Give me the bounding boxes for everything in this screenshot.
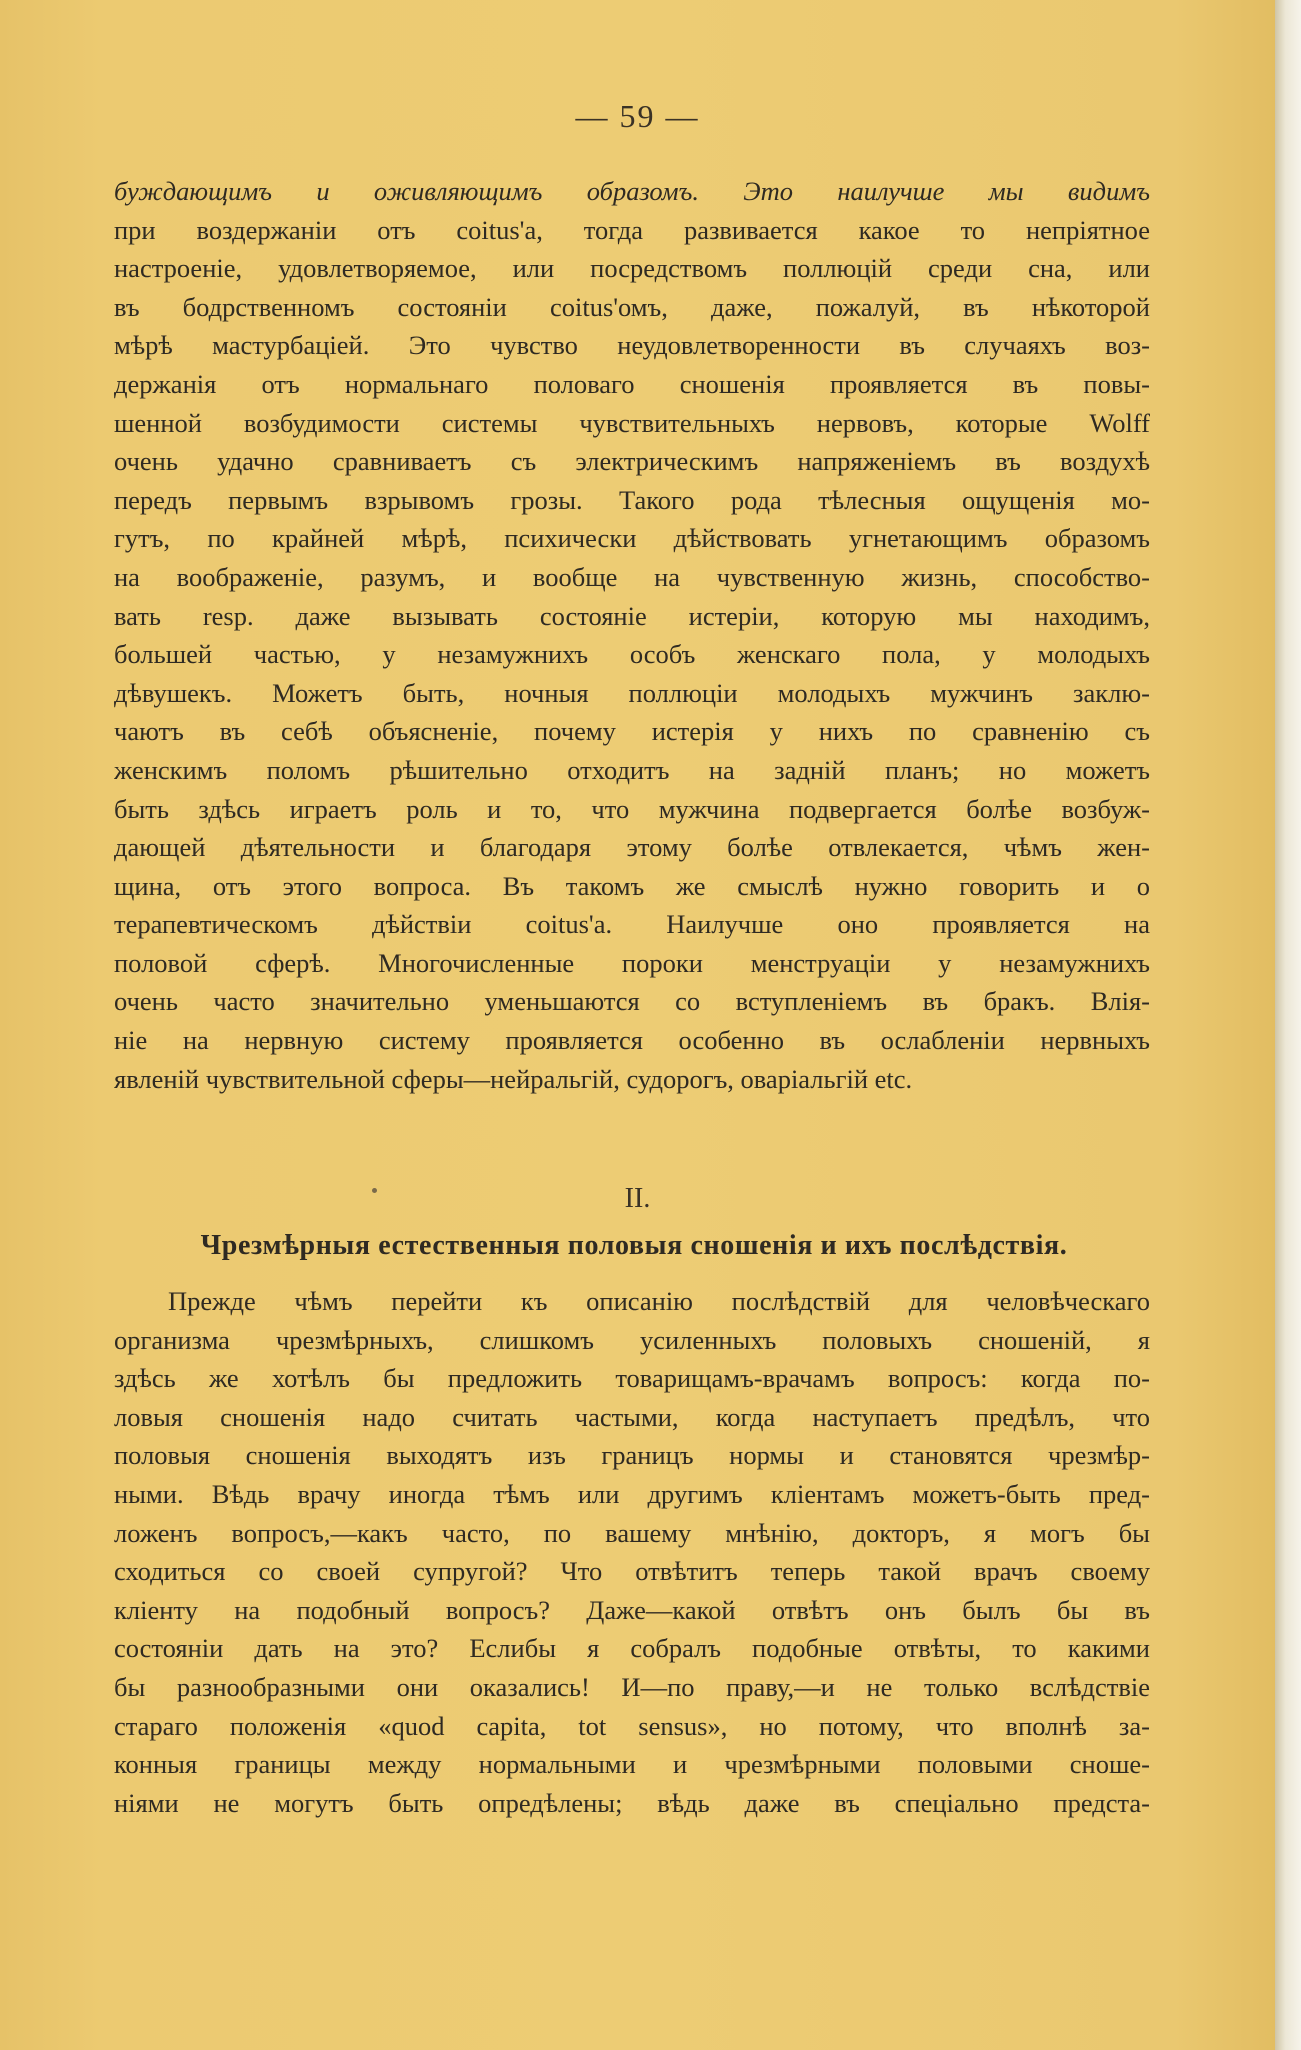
text-line: шенной возбудимости системы чувствительныхъ нервовъ, которые Wolff [114, 407, 1150, 438]
text-line: бы разнообразными они оказались! И—по праву,—и не только вслѣдствіе [114, 1671, 1150, 1702]
text-line: терапевтическомъ дѣйствіи coitus'a. Наилучше оно проявляется на [114, 909, 1150, 940]
section-heading: Чрезмѣрныя естественныя половыя сношенія и ихъ послѣдствія. [200, 1230, 1068, 1261]
text-line: половыя сношенія выходятъ изъ границъ нормы и становятся чрезмѣр- [114, 1440, 1150, 1471]
text-line: ловыя сношенія надо считать частыми, когда наступаетъ предѣлъ, что [114, 1401, 1150, 1432]
text-line: большей частью, у незамужнихъ особъ женскаго пола, у молодыхъ [114, 639, 1150, 670]
section-number: II. [624, 1183, 651, 1214]
text-line: ными. Вѣдь врачу иногда тѣмъ или другимъ кліентамъ можетъ-быть пред- [114, 1478, 1150, 1509]
text-line: Прежде чѣмъ перейти къ описанію послѣдствій для человѣческаго [168, 1286, 1150, 1316]
text-line: ніе на нервную систему проявляется особенно въ ослабленіи нервныхъ [114, 1025, 1150, 1056]
text-line: держанія отъ нормальнаго половаго сношенія проявляется въ повы- [114, 368, 1150, 399]
text-line: дающей дѣятельности и благодаря этому болѣе отвлекается, чѣмъ жен- [114, 832, 1150, 863]
paragraph-1 [114, 172, 1150, 1098]
text-line: стараго положенія «quod capita, tot sensus», но потому, что вполнѣ за- [114, 1710, 1150, 1741]
text-line: организма чрезмѣрныхъ, слишкомъ усиленныхъ половыхъ сношеній, я [114, 1324, 1150, 1355]
text-line: чаютъ въ себѣ объясненіе, почему истерія у нихъ по сравненію съ [114, 716, 1150, 747]
text-line: передъ первымъ взрывомъ грозы. Такого рода тѣлесныя ощущенія мо- [114, 484, 1150, 515]
text-line: щина, отъ этого вопроса. Въ такомъ же смыслѣ нужно говорить и о [114, 870, 1150, 901]
text-line: дѣвушекъ. Можетъ быть, ночныя поллюціи молодыхъ мужчинъ заклю- [114, 677, 1150, 708]
text-line: гутъ, по крайней мѣрѣ, психически дѣйствовать угнетающимъ образомъ [114, 523, 1150, 554]
text-line: состояніи дать на это? Еслибы я собралъ подобные отвѣты, то какими [114, 1633, 1150, 1664]
text-line: ніями не могутъ быть опредѣлены; вѣдь даже въ спеціально предста- [114, 1787, 1150, 1818]
text-line: быть здѣсь играетъ роль и то, что мужчина подвергается болѣе возбуж- [114, 793, 1150, 824]
text-line: въ бодрственномъ состояніи coitus'омъ, даже, пожалуй, въ нѣкоторой [114, 291, 1150, 322]
text-line: очень часто значительно уменьшаются со вступленіемъ въ бракъ. Влія- [114, 986, 1150, 1017]
text-line: настроеніе, удовлетворяемое, или посредствомъ поллюцій среди сна, или [114, 253, 1150, 284]
text-line: кліенту на подобный вопросъ? Даже—какой отвѣтъ онъ былъ бы въ [114, 1594, 1150, 1625]
scan-margin [1275, 0, 1301, 2050]
text-line: вать resp. даже вызывать состояніе истеріи, которую мы находимъ, [114, 600, 1150, 631]
text-line: явленій чувствительной сферы—нейральгій, судорогъ, оваріальгій etc. [114, 1063, 913, 1094]
text-line: на воображеніе, разумъ, и вообще на чувственную жизнь, способство- [114, 561, 1150, 592]
text-line: ложенъ вопросъ,—какъ часто, по вашему мнѣнію, докторъ, я могъ бы [114, 1517, 1150, 1548]
text-line: половой сферѣ. Многочисленные пороки менструаціи у незамужнихъ [114, 947, 1150, 978]
text-line: мѣрѣ мастурбаціей. Это чувство неудовлетворенности въ случаяхъ воз- [114, 330, 1150, 361]
text-line: при воздержаніи отъ coitus'a, тогда развивается какое то непріятное [114, 214, 1150, 245]
text-line: очень удачно сравниваетъ съ электрическимъ напряженіемъ въ воздухѣ [114, 446, 1150, 477]
text-line: сходиться со своей супругой? Что отвѣтитъ теперь такой врачъ своему [114, 1556, 1150, 1587]
text-line: конныя границы между нормальными и чрезмѣрными половыми сноше- [114, 1749, 1150, 1780]
paragraph-2 [114, 1282, 1150, 1822]
text-line: женскимъ поломъ рѣшительно отходитъ на задній планъ; но можетъ [114, 754, 1150, 785]
text-line: здѣсь же хотѣлъ бы предложить товарищамъ-врачамъ вопросъ: когда по- [114, 1363, 1150, 1394]
page-number: — 59 — [575, 98, 700, 134]
text-line: буждающимъ и оживляющимъ образомъ. Это наилучше мы видимъ [114, 176, 1150, 206]
